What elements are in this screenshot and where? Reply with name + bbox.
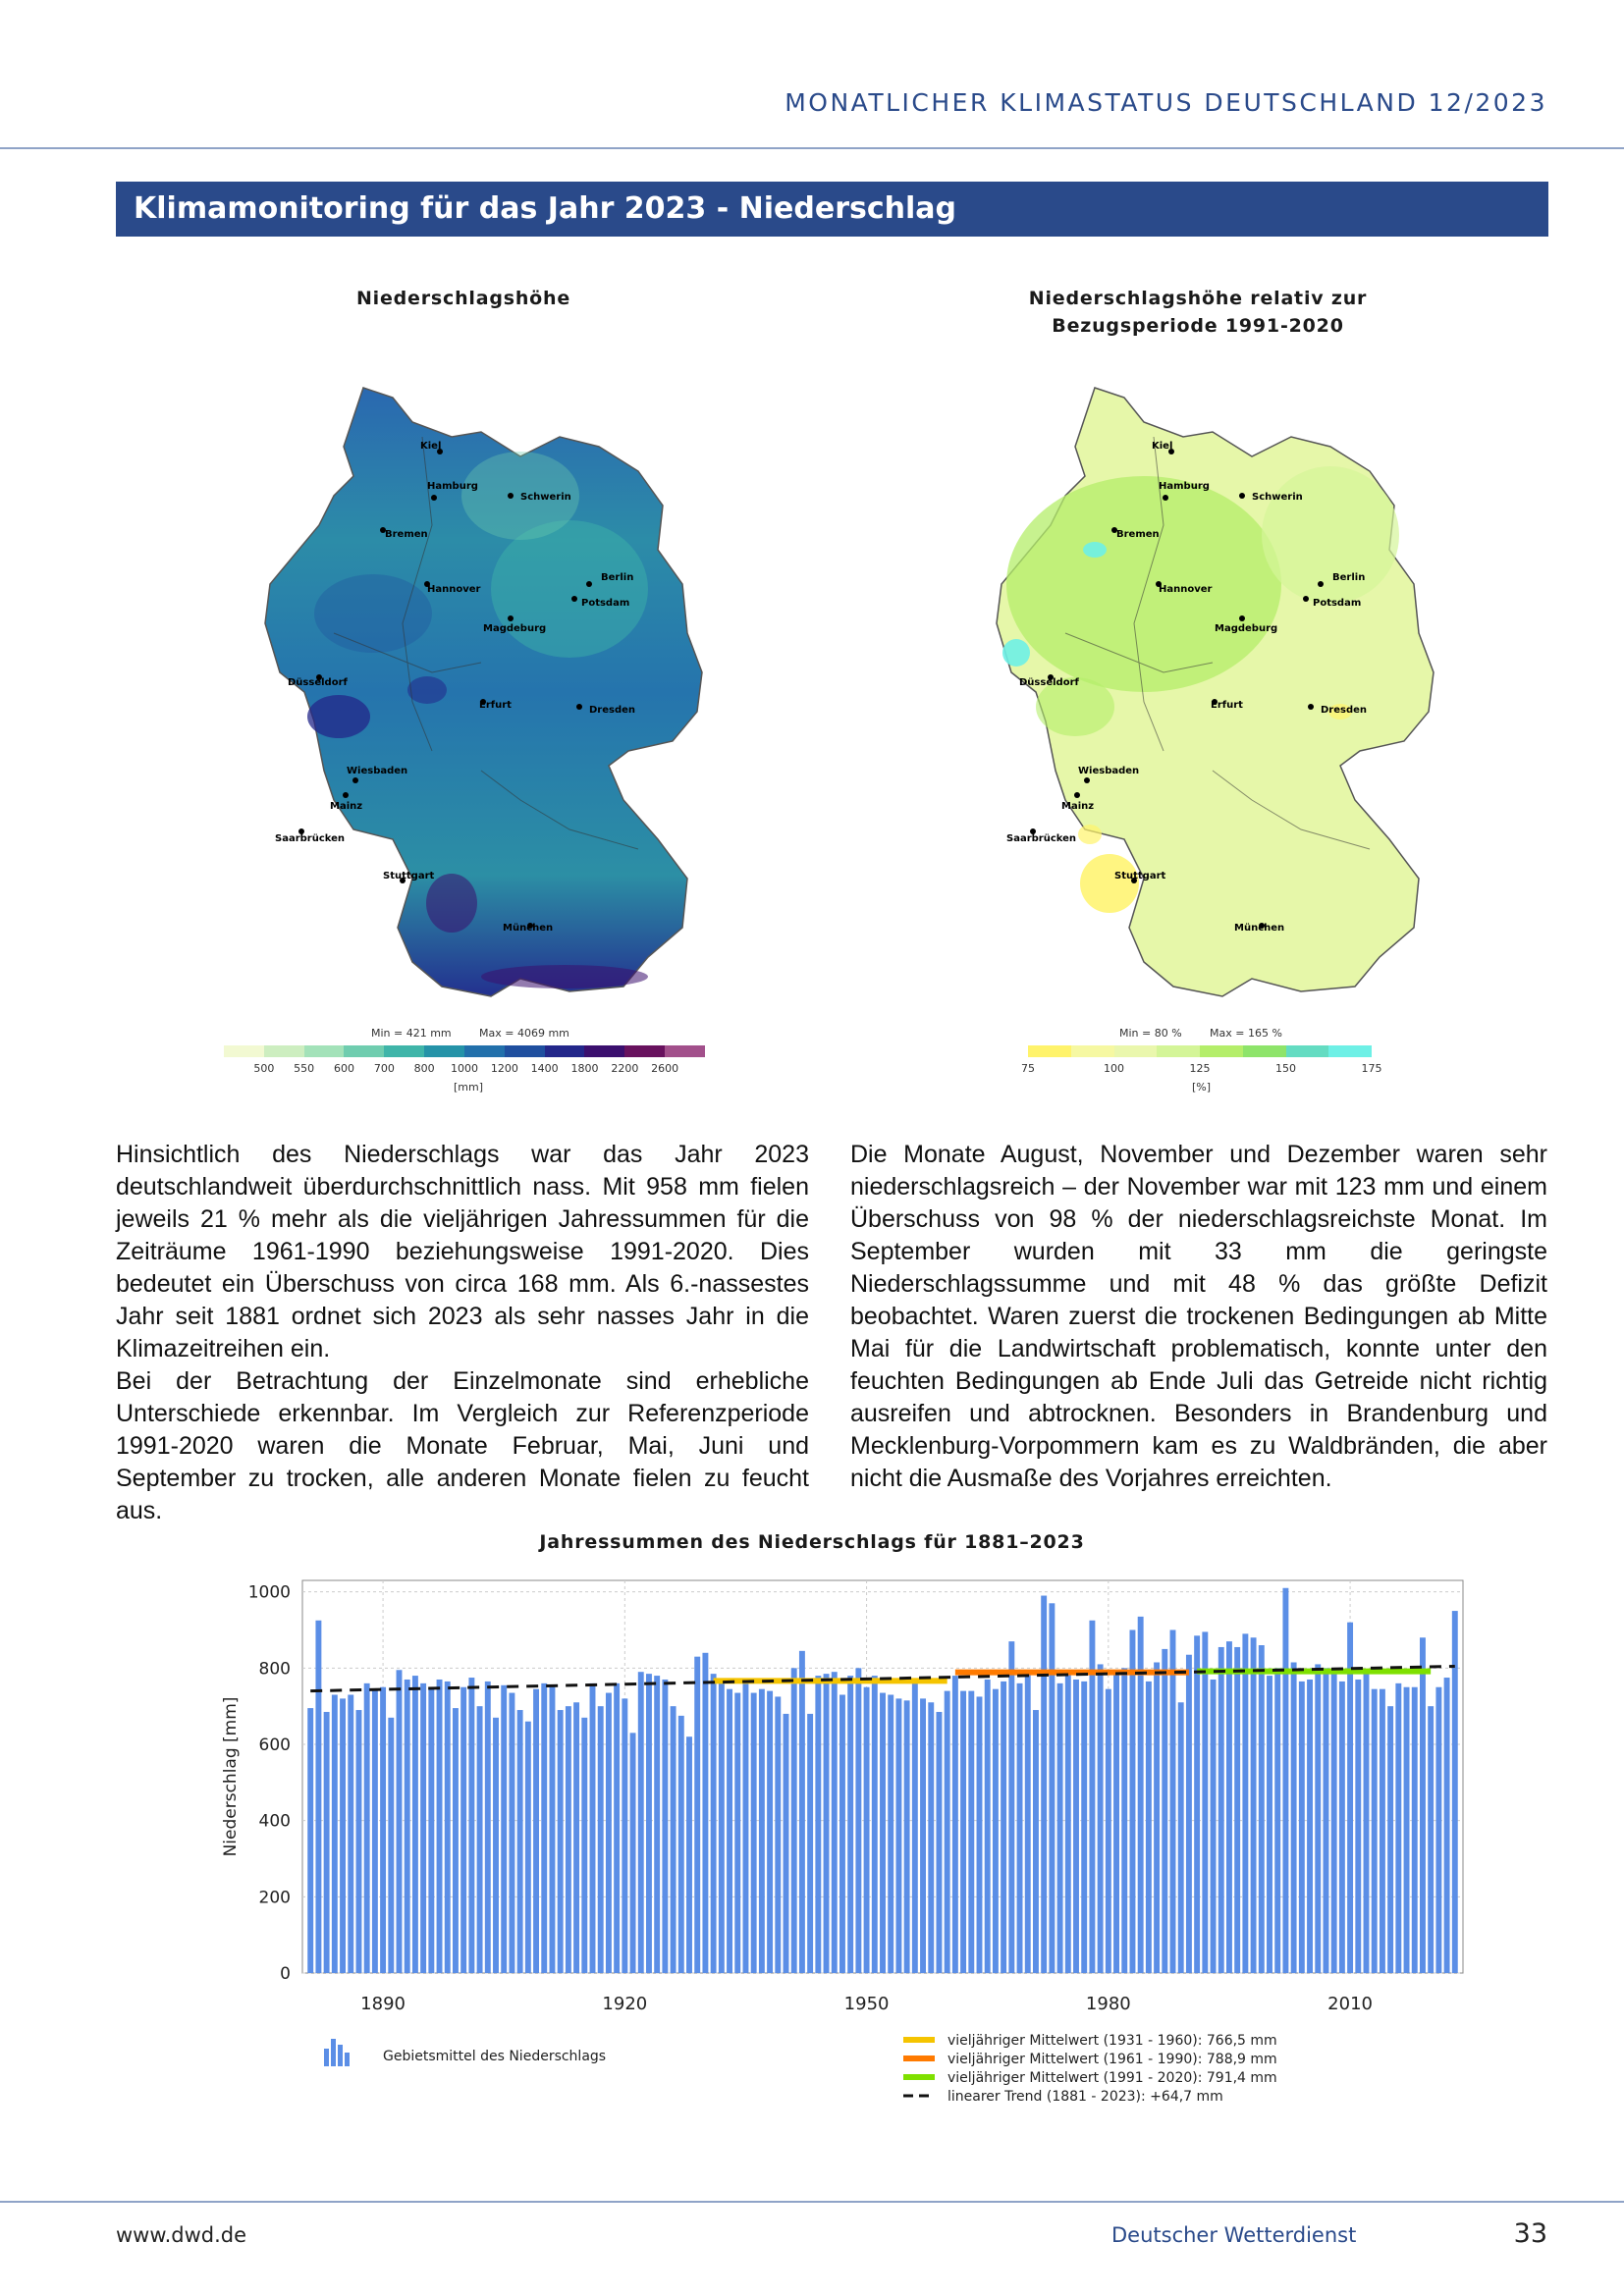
bar <box>977 1696 983 1973</box>
bar <box>847 1676 853 1973</box>
bar <box>1315 1664 1321 1973</box>
x-tick-label: 2010 <box>1327 1994 1373 2014</box>
left-colorbar <box>224 1045 705 1057</box>
bar <box>1098 1664 1104 1973</box>
bar <box>348 1695 353 1973</box>
x-tick-label: 1920 <box>602 1994 648 2014</box>
right-colorbar-unit: [%] <box>1192 1081 1212 1094</box>
bar <box>920 1698 926 1973</box>
bar <box>1202 1631 1208 1973</box>
colorbar-segment <box>1028 1045 1071 1057</box>
colorbar-segment <box>344 1045 384 1057</box>
bar <box>1267 1676 1272 1973</box>
bar <box>1073 1680 1079 1973</box>
bar <box>1065 1670 1071 1973</box>
germany-map-precipitation-relative <box>957 378 1448 1016</box>
bar <box>824 1674 830 1973</box>
bar <box>1170 1629 1176 1973</box>
bar <box>1387 1706 1393 1973</box>
bar <box>968 1691 974 1973</box>
y-tick-label: 600 <box>258 1735 291 1755</box>
bar <box>799 1651 805 1973</box>
legend-bar-icon <box>331 2039 336 2066</box>
bar <box>428 1689 434 1973</box>
left-map-max: Max = 4069 mm <box>479 1027 569 1040</box>
bar <box>743 1683 749 1973</box>
svg-text:Kiel: Kiel <box>1152 441 1173 452</box>
y-tick-label: 800 <box>258 1659 291 1680</box>
legend-bar-icon <box>345 2053 350 2066</box>
colorbar-tick-label: 600 <box>334 1062 354 1075</box>
colorbar-tick-label: 500 <box>253 1062 275 1075</box>
bar <box>566 1706 571 1973</box>
bar <box>541 1683 547 1973</box>
colorbar-segment <box>1200 1045 1243 1057</box>
bar <box>1242 1633 1248 1973</box>
bar <box>1081 1682 1087 1973</box>
colorbar-segment <box>624 1045 665 1057</box>
svg-text:Dresden: Dresden <box>589 705 636 716</box>
bar <box>1428 1706 1434 1973</box>
bar <box>1251 1637 1257 1973</box>
bar <box>397 1670 403 1973</box>
bar <box>1049 1603 1055 1973</box>
legend-bar-label: Gebietsmittel des Niederschlags <box>383 2049 607 2064</box>
svg-text:Bremen: Bremen <box>1116 529 1160 540</box>
right-map-title-line2: Bezugsperiode 1991-2020 <box>1052 315 1344 337</box>
legend-series-label: vieljähriger Mittelwert (1961 - 1990): 788,9 mm <box>947 2052 1277 2067</box>
right-map-title-line1: Niederschlagshöhe relativ zur <box>1028 288 1368 309</box>
bar <box>1211 1680 1217 1973</box>
bar <box>1274 1668 1280 1973</box>
bar <box>1380 1689 1385 1973</box>
colorbar-segment <box>1157 1045 1200 1057</box>
colorbar-segment <box>1328 1045 1372 1057</box>
bar <box>937 1712 943 1973</box>
bar <box>1299 1682 1305 1973</box>
bar <box>985 1680 991 1973</box>
bar <box>1444 1678 1450 1973</box>
svg-text:Stuttgart: Stuttgart <box>1114 871 1166 881</box>
svg-text:Schwerin: Schwerin <box>520 492 571 503</box>
colorbar-segment <box>384 1045 424 1057</box>
bar <box>1355 1680 1361 1973</box>
y-tick-label: 200 <box>258 1888 291 1908</box>
svg-text:Berlin: Berlin <box>601 572 634 583</box>
bar <box>791 1668 797 1973</box>
bar <box>1226 1641 1232 1973</box>
svg-text:Potsdam: Potsdam <box>1313 598 1362 609</box>
svg-text:Bremen: Bremen <box>385 529 428 540</box>
bar <box>437 1680 443 1973</box>
svg-text:Schwerin: Schwerin <box>1252 492 1303 503</box>
bar <box>888 1695 893 1973</box>
bar <box>573 1702 579 1973</box>
bar <box>711 1674 717 1973</box>
svg-text:Erfurt: Erfurt <box>1211 700 1243 711</box>
left-colorbar-unit: [mm] <box>454 1081 484 1094</box>
colorbar-segment <box>464 1045 505 1057</box>
bar <box>832 1672 838 1973</box>
colorbar-tick-label: 550 <box>294 1062 315 1075</box>
bar <box>839 1695 845 1973</box>
germany-map-precipitation <box>226 378 717 1016</box>
bar <box>509 1693 514 1973</box>
bar <box>364 1683 370 1973</box>
bar <box>581 1718 587 1973</box>
bar <box>1372 1689 1378 1973</box>
legend-bar-icon <box>338 2045 343 2066</box>
bar <box>525 1722 531 1973</box>
colorbar-segment <box>264 1045 304 1057</box>
bar <box>662 1680 668 1973</box>
y-tick-label: 0 <box>280 1964 291 1984</box>
bar <box>622 1698 627 1973</box>
colorbar-tick-label: 700 <box>373 1062 395 1075</box>
colorbar-segment <box>1071 1045 1114 1057</box>
bar <box>1420 1637 1426 1973</box>
colorbar-segment <box>1243 1045 1286 1057</box>
bar <box>1331 1674 1337 1973</box>
x-tick-label: 1950 <box>843 1994 890 2014</box>
bar <box>1162 1649 1167 1973</box>
header-divider <box>0 147 1624 149</box>
colorbar-segment <box>584 1045 624 1057</box>
bar <box>686 1736 692 1973</box>
y-axis-label: Niederschlag [mm] <box>221 1696 241 1857</box>
bar <box>405 1680 410 1973</box>
bar <box>1307 1680 1313 1973</box>
right-colorbar <box>1028 1045 1372 1057</box>
colorbar-tick-label: 1000 <box>451 1062 478 1075</box>
svg-text:Wiesbaden: Wiesbaden <box>1078 766 1140 776</box>
text-column-right <box>850 1139 1547 1495</box>
colorbar-tick-label: 2200 <box>611 1062 639 1075</box>
bar <box>1291 1662 1297 1973</box>
bar <box>1113 1672 1119 1973</box>
bar <box>517 1710 523 1973</box>
bar <box>1186 1655 1192 1973</box>
colorbar-segment <box>1114 1045 1158 1057</box>
bar <box>719 1683 725 1973</box>
bar <box>864 1687 870 1973</box>
left-map-title: Niederschlagshöhe <box>355 288 571 309</box>
bar <box>614 1683 620 1973</box>
bar <box>895 1698 901 1973</box>
right-map-max: Max = 165 % <box>1210 1027 1282 1040</box>
svg-text:Magdeburg: Magdeburg <box>1215 623 1278 634</box>
bar <box>630 1733 636 1973</box>
bar <box>784 1714 789 1973</box>
bar <box>1033 1710 1039 1973</box>
bar <box>533 1689 539 1973</box>
bar <box>388 1718 394 1973</box>
bar <box>356 1710 362 1973</box>
bar <box>453 1708 459 1973</box>
y-tick-label: 1000 <box>247 1582 291 1603</box>
bar <box>1364 1672 1370 1973</box>
bar <box>1025 1674 1031 1973</box>
bar <box>324 1712 330 1973</box>
right-map-title <box>1001 285 1394 340</box>
legend-series-label: vieljähriger Mittelwert (1991 - 2020): 791,4 mm <box>947 2070 1277 2086</box>
bar <box>340 1698 346 1973</box>
bar <box>590 1683 596 1973</box>
colorbar-tick-label: 175 <box>1361 1062 1382 1075</box>
right-map <box>957 378 1448 1020</box>
left-map <box>226 378 717 1020</box>
colorbar-tick-label: 125 <box>1189 1062 1211 1075</box>
bar <box>445 1682 451 1973</box>
bar <box>960 1691 966 1973</box>
colorbar-tick-label: 100 <box>1104 1062 1124 1075</box>
bar <box>468 1678 474 1973</box>
bar <box>550 1685 556 1973</box>
bar <box>1234 1647 1240 1973</box>
bar <box>493 1718 499 1973</box>
y-tick-label: 400 <box>258 1811 291 1832</box>
bar <box>751 1693 757 1973</box>
bar <box>1121 1668 1127 1973</box>
bar <box>501 1685 507 1973</box>
bar <box>1259 1645 1265 1973</box>
bar <box>485 1682 491 1973</box>
colorbar-segment <box>665 1045 705 1057</box>
right-map-min: Min = 80 % <box>1119 1027 1182 1040</box>
bar <box>767 1691 773 1973</box>
svg-text:Düsseldorf: Düsseldorf <box>1019 677 1079 688</box>
bar <box>1017 1683 1023 1973</box>
svg-text:Hamburg: Hamburg <box>427 481 478 492</box>
text-left-paragraph-1: Hinsichtlich des Niederschlags war das Jahr 2023 deutschlandweit überdurchschnittlich nass. Mit 958 mm fielen jeweils 21 % mehr als die vieljährigen Jahressummen für die Zeiträume 1961-1990 beziehungsweise 1991-2020. Dies bedeutet ein Überschuss von circa 168 mm. Als 6.-nassestes Jahr seit 1881 ordnet sich 2023 als sehr nasses Jahr in die Klimazeitreihen ein. <box>116 1141 809 1362</box>
svg-text:Kiel: Kiel <box>420 441 442 452</box>
legend-bar-icon <box>324 2049 329 2066</box>
bar <box>872 1676 878 1973</box>
svg-text:Mainz: Mainz <box>1061 801 1095 812</box>
bar <box>372 1689 378 1973</box>
bar <box>477 1706 483 1973</box>
bar <box>1282 1588 1288 1973</box>
bar <box>654 1676 660 1973</box>
bar <box>702 1653 708 1973</box>
bar <box>928 1702 934 1973</box>
legend-series-label: vieljähriger Mittelwert (1931 - 1960): 766,5 mm <box>947 2033 1277 2049</box>
left-map-min: Min = 421 mm <box>371 1027 452 1040</box>
svg-text:München: München <box>1234 923 1285 934</box>
bar <box>912 1683 918 1973</box>
svg-text:Wiesbaden: Wiesbaden <box>347 766 408 776</box>
bar <box>1218 1647 1224 1973</box>
colorbar-segment <box>304 1045 345 1057</box>
bar <box>606 1693 612 1973</box>
bar <box>380 1687 386 1973</box>
bar <box>1347 1623 1353 1973</box>
colorbar-tick-label: 1800 <box>570 1062 599 1075</box>
legend-series-label: linearer Trend (1881 - 2023): +64,7 mm <box>947 2089 1223 2105</box>
bar <box>815 1676 821 1973</box>
bar <box>775 1696 781 1973</box>
bar <box>420 1683 426 1973</box>
bar <box>734 1693 740 1973</box>
bar <box>598 1706 604 1973</box>
bar <box>558 1710 564 1973</box>
bar <box>945 1691 950 1973</box>
precipitation-bar-chart <box>196 1566 1473 2135</box>
bar <box>460 1687 466 1973</box>
bar <box>638 1672 644 1973</box>
bar <box>1435 1687 1441 1973</box>
bar <box>1001 1682 1006 1973</box>
x-tick-label: 1980 <box>1085 1994 1131 2014</box>
bar <box>332 1695 338 1973</box>
colorbar-segment <box>424 1045 464 1057</box>
bar <box>1178 1702 1184 1973</box>
colorbar-tick-label: 2600 <box>651 1062 679 1075</box>
bar <box>1324 1668 1329 1973</box>
bar <box>727 1689 732 1973</box>
bar <box>1154 1662 1160 1973</box>
colorbar-tick-label: 75 <box>1021 1062 1035 1075</box>
colorbar-segment <box>1286 1045 1329 1057</box>
bar <box>315 1621 321 1973</box>
colorbar-segment <box>545 1045 585 1057</box>
bar <box>759 1689 765 1973</box>
svg-text:Mainz: Mainz <box>330 801 363 812</box>
x-tick-label: 1890 <box>360 1994 406 2014</box>
bar <box>952 1676 958 1973</box>
svg-text:Düsseldorf: Düsseldorf <box>288 677 348 688</box>
footer-organization: Deutscher Wetterdienst <box>1111 2223 1357 2247</box>
footer-url[interactable]: www.dwd.de <box>116 2223 247 2247</box>
bar <box>1130 1629 1136 1973</box>
bar <box>1041 1596 1047 1973</box>
bar <box>1008 1641 1014 1973</box>
bar <box>807 1714 813 1973</box>
colorbar-tick-label: 150 <box>1275 1062 1296 1075</box>
bar <box>678 1716 684 1973</box>
svg-text:Stuttgart: Stuttgart <box>383 871 435 881</box>
svg-text:Hannover: Hannover <box>427 584 481 595</box>
bar <box>307 1708 313 1973</box>
svg-text:Berlin: Berlin <box>1332 572 1366 583</box>
bar <box>904 1700 910 1973</box>
text-right-paragraph-1: Die Monate August, November und Dezember waren sehr niederschlagsreich – der November war mit 123 mm und einem Überschuss von 98 % der niederschlagsreichste Monat. Im September wurden mit 33 mm die geringste Niederschlagssumme und mit 48 % das größte Defizit beobachtet. Waren zuerst die trockenen Bedingungen ab Mitte Mai für die Landwirtschaft problematisch, konnte unter den feuchten Bedingungen ab Ende Juli das Getreide nicht richtig ausreifen und abtrocknen. Besonders in Brandenburg und Mecklenburg-Vorpommern kam es zu Waldbränden, die aber nicht die Ausmaße des Vorjahres erreichten. <box>850 1141 1547 1492</box>
svg-text:Hannover: Hannover <box>1159 584 1213 595</box>
bar <box>1339 1682 1345 1973</box>
text-column-left <box>116 1139 809 1527</box>
footer-divider <box>0 2201 1624 2203</box>
page-number: 33 <box>1513 2218 1547 2249</box>
chart-title: Jahressummen des Niederschlags für 1881–2023 <box>539 1531 1085 1553</box>
bar <box>993 1689 999 1973</box>
section-title: Klimamonitoring für das Jahr 2023 - Niederschlag <box>116 182 1548 237</box>
colorbar-tick-label: 1400 <box>530 1062 559 1075</box>
bar <box>1057 1683 1063 1973</box>
bar <box>646 1674 652 1973</box>
bar <box>412 1676 418 1973</box>
bar <box>1412 1687 1418 1973</box>
colorbar-segment <box>505 1045 545 1057</box>
bar <box>1395 1683 1401 1973</box>
colorbar-segment <box>224 1045 264 1057</box>
svg-text:Saarbrücken: Saarbrücken <box>275 833 346 844</box>
svg-text:Magdeburg: Magdeburg <box>483 623 547 634</box>
bar <box>1146 1682 1152 1973</box>
bar <box>880 1693 886 1973</box>
colorbar-tick-label: 1200 <box>490 1062 518 1075</box>
bar <box>671 1706 677 1973</box>
svg-text:Erfurt: Erfurt <box>479 700 512 711</box>
svg-text:Hamburg: Hamburg <box>1159 481 1210 492</box>
bar <box>1194 1635 1200 1973</box>
text-left-paragraph-2: Bei der Betrachtung der Einzelmonate sind erhebliche Unterschiede erkennbar. Im Vergleich zur Referenzperiode 1991-2020 waren die Monate Februar, Mai, Juni und September zu trocken, alle anderen Monate fielen zu feucht aus. <box>116 1367 809 1524</box>
colorbar-tick-label: 800 <box>413 1062 435 1075</box>
header-title: MONATLICHER KLIMASTATUS DEUTSCHLAND 12/2023 <box>785 88 1547 117</box>
svg-text:München: München <box>503 923 554 934</box>
svg-text:Dresden: Dresden <box>1321 705 1368 716</box>
svg-text:Potsdam: Potsdam <box>581 598 630 609</box>
bar <box>855 1668 861 1973</box>
bar <box>1404 1687 1410 1973</box>
bar <box>694 1657 700 1973</box>
svg-text:Saarbrücken: Saarbrücken <box>1006 833 1077 844</box>
bar <box>1106 1689 1111 1973</box>
